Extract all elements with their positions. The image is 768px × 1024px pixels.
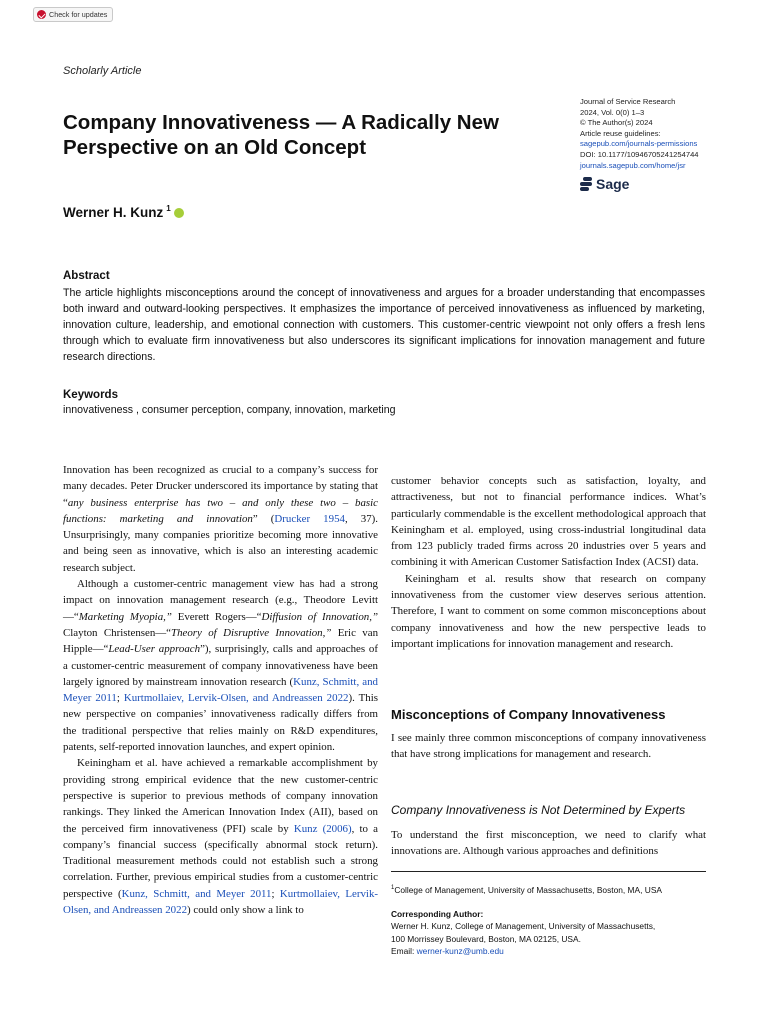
check-updates-icon — [37, 10, 46, 19]
affiliation-footnote — [391, 882, 711, 896]
abstract-text: The article highlights misconceptions around the concept of innovativeness and argues for a broader understanding that encompasses both inward and outward-looking perspectives. It emphasizes the importance of perceived innovativeness as influenced by marketing, innovation culture, leadership, and emotional connection with customers. This customer-centric viewpoint not only offers a fresh lens through which to evaluate firm innovativeness but also underscores its significant implications for innovation management and future research directions. — [63, 287, 705, 364]
body-right-column-top — [391, 473, 706, 652]
author-affil-marker: 1 — [166, 204, 171, 213]
author-line — [63, 205, 184, 220]
body-paragraph: Although a customer-centric management view has had a strong impact on innovation management research (e.g., Theodore Levitt—“Marketing Myopia,” Everett Rogers—“Diffusion of Innovation,” Clayton Christensen—“Theory of Disruptive Innovation,” Eric van Hipple—“Lead-User approach”), surprisingly, calls and approaches of a customer-centric measurement of company innovativeness have been largely ignored by mainstream innovation research (Kunz, Schmitt, and Meyer 2011; Kurtmollaiev, Lervik-Olsen, and Andreassen 2022). This new perspective on companies’ innovativeness radically differs from the traditional perspective that relies mainly on R&D expenditures, patents, self-reported innovation launches, and expert opinion. — [63, 578, 379, 754]
body-right-column-bottom — [391, 827, 706, 860]
citation-link[interactable]: Drucker 1954 — [274, 512, 345, 525]
section-heading: Misconceptions of Company Innovativeness — [391, 707, 666, 722]
body-paragraph: Keiningham et al. have achieved a remarkable accomplishment by providing strong empirical evidence that the new customer-centric perspective is superior to previous methods of company innovation rankings. They linked the American Innovation Index (AII), based on the perceived firm innovativeness (PFI) scale by Kunz (2006), to a company’s financial success (specifically abnormal stock return). Traditional measurement methods could not establish such a strong correlation. Further, previous empirical studies from a customer-centric perspective (Kunz, Schmitt, and Meyer 2011; Kurtmollaiev, Lervik-Olsen, and Andreassen 2022) could only show a link to — [63, 757, 379, 917]
affiliation-text: College of Management, University of Massachusetts, Boston, MA, USA — [394, 884, 662, 895]
email-line — [391, 945, 711, 957]
journal-volume: 2024, Vol. 0(0) 1–3 — [580, 107, 645, 117]
body-paragraph: Innovation has been recognized as crucial to a company’s success for many decades. Peter Drucker underscored its importance by stating that “any business enterprise has two – and only these two – basic functions: marketing and innovation” (Drucker 1954, 37). Unsurprisingly, many companies prioritize becoming more innovative and being seen as innovative, which is also an interesting academic research subject. — [63, 464, 379, 574]
copyright: © The Author(s) 2024 — [580, 118, 653, 128]
journal-home-link[interactable]: journals.sagepub.com/home/jsr — [580, 160, 686, 170]
check-updates-label: Check for updates — [49, 10, 108, 19]
body-right-column-mid — [391, 730, 706, 763]
email-link[interactable]: werner-kunz@umb.edu — [416, 946, 504, 957]
journal-name: Journal of Service Research — [580, 97, 676, 106]
sage-logo-icon — [580, 177, 593, 192]
body-paragraph: customer behavior concepts such as satisfaction, loyalty, and attractiveness, but not to financial performance indices. What’s particularly commendable is the excellent methodological approach that Keiningham et al. employed, using cross-industrial longitudinal data from 123 publicly traded firms across 20 industries over 5 years and combining it with American Customer Satisfaction Index (ACSI) data. — [391, 475, 706, 569]
author-name: Werner H. Kunz — [63, 205, 164, 220]
footnote-divider — [391, 871, 706, 872]
citation-link[interactable]: Kurtmollaiev, Lervik-Olsen, and Andreassen 2022 — [63, 887, 379, 917]
check-for-updates-button[interactable] — [33, 7, 113, 22]
keywords-text: innovativeness , consumer perception, company, innovation, marketing — [63, 404, 396, 416]
corresponding-line-2: 100 Morrissey Boulevard, Boston, MA 02125, USA. — [391, 933, 581, 944]
reuse-label: Article reuse guidelines: — [580, 128, 661, 138]
citation-link[interactable]: Kunz (2006) — [293, 822, 352, 835]
subsection-heading: Company Innovativeness is Not Determined by Experts — [391, 803, 686, 817]
abstract-heading: Abstract — [63, 270, 110, 282]
sage-logo — [580, 176, 629, 192]
footnote-marker: 1 — [391, 885, 395, 891]
journal-info — [580, 97, 730, 171]
body-paragraph: Keiningham et al. results show that research on company innovativeness from the customer view deserves serious attention. Therefore, I want to comment on some common misconceptions about company innovativeness and how the new perspective leads to important implications for innovation management and research. — [391, 572, 706, 650]
citation-link[interactable]: Kunz, Schmitt, and Meyer 2011 — [121, 887, 272, 900]
corresponding-line-1: Werner H. Kunz, College of Management, University of Massachusetts, — [391, 921, 656, 932]
email-label: Email: — [391, 946, 417, 957]
corresponding-heading: Corresponding Author: — [391, 909, 484, 919]
body-left-column — [63, 462, 378, 918]
keywords-heading: Keywords — [63, 389, 118, 401]
corresponding-author — [391, 908, 711, 958]
article-type-label: Scholarly Article — [63, 65, 142, 77]
citation-link[interactable]: Kurtmollaiev, Lervik-Olsen, and Andreassen 2022 — [123, 692, 349, 705]
permissions-link[interactable]: sagepub.com/journals-permissions — [580, 139, 698, 149]
sage-wordmark: Sage — [596, 176, 630, 192]
article-title: Company Innovativeness — A Radically New Perspective on an Old Concept — [63, 111, 499, 159]
body-paragraph: I see mainly three common misconceptions of company innovativeness that have strong implications for management and research. — [391, 732, 706, 761]
doi: DOI: 10.1177/10946705241254744 — [580, 149, 699, 159]
orcid-icon[interactable] — [174, 208, 184, 218]
citation-link[interactable]: Kunz, Schmitt, and Meyer 2011 — [63, 675, 378, 705]
body-paragraph: To understand the first misconception, we need to clarify what innovations are. Although various approaches and definitions — [391, 829, 706, 858]
